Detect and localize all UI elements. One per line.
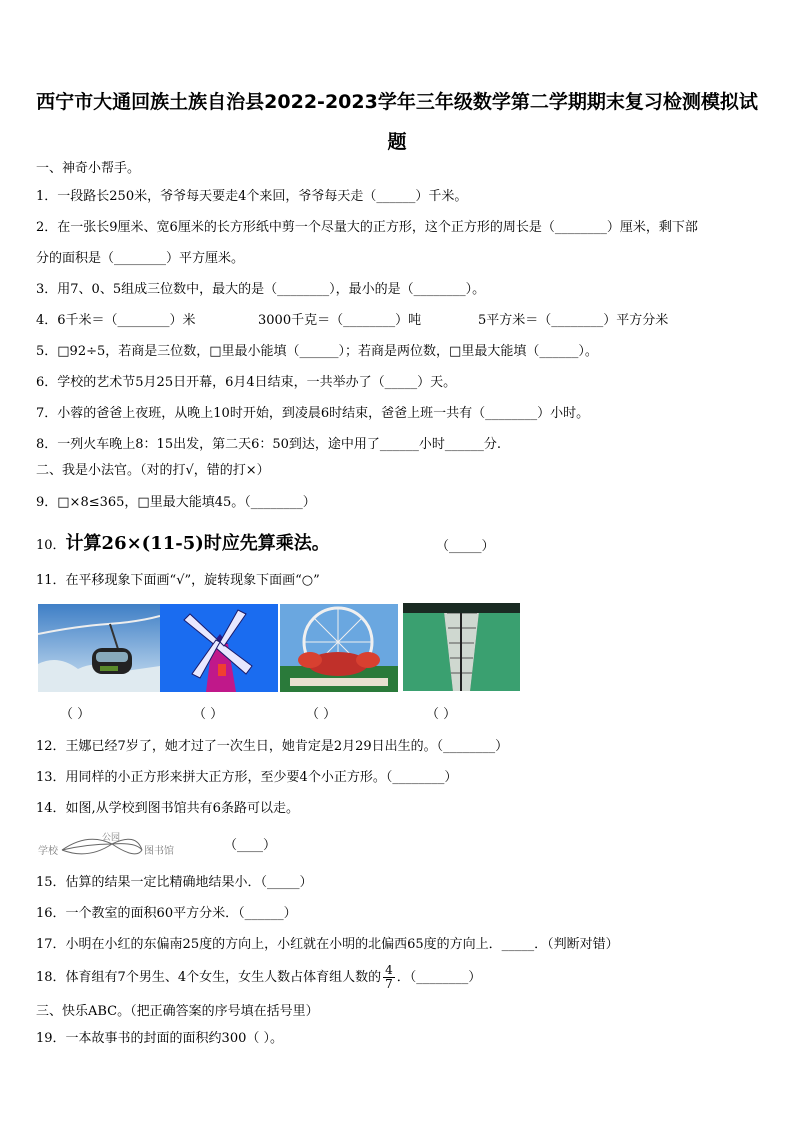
route-diagram [38,830,178,860]
answer-paren-4: （ ） [426,707,457,722]
question-7: 7．小蓉的爸爸上夜班，从晚上10时开始，到凌晨6时结束，爸爸上班一共有（________）小时。 [36,406,590,421]
question-10-number: 10． [36,538,66,553]
section-2-heading: 二、我是小法官。（对的打√，错的打×） [36,463,270,478]
question-2-line-2: 分的面积是（________）平方厘米。 [36,251,245,266]
question-14-blank: （____） [224,838,277,853]
question-12: 12．王娜已经7岁了，她才过了一次生日，她肯定是2月29日出生的。（________） [36,739,509,754]
fraction-numerator: 4 [385,963,393,977]
question-4-part-c: 5平方米＝（________）平方分米 [478,313,669,328]
question-18-blank: ．（________） [396,970,482,985]
answer-paren-3: （ ） [306,707,337,722]
fraction-denominator: 7 [385,977,393,991]
map-label-school: 学校 [38,846,58,857]
question-10-blank: （_____） [436,539,495,554]
question-14: 14．如图,从学校到图书馆共有6条路可以走。 [36,801,299,816]
question-4-part-a: 4．6千米＝（________）米 [36,313,196,328]
question-13: 13．用同样的小正方形来拼大正方形，至少要4个小正方形。（________） [36,770,458,785]
page-title-line-2: 题 [387,131,407,153]
question-6: 6．学校的艺术节5月25日开幕，6月4日结束，一共举办了（_____）天。 [36,375,457,390]
answer-paren-1: （ ） [60,707,91,722]
question-17: 17．小明在小红的东偏南25度的方向上，小红就在小明的北偏西65度的方向上．_____．（判断对错） [36,937,619,952]
page-title-line-1: 西宁市大通回族土族自治县2022-2023学年三年级数学第二学期期末复习检测模拟试 [36,91,758,113]
question-3: 3．用7、0、5组成三位数中，最大的是（________），最小的是（________）。 [36,282,486,297]
windmill-picture [160,604,278,692]
question-5: 5．□92÷5，若商是三位数，□里最小能填（______）；若商是两位数，□里最大能填（______）。 [36,344,598,359]
question-18-text: 18．体育组有7个男生、4个女生，女生人数占体育组人数的 [36,970,382,985]
cable-car-photo [38,604,160,692]
ferris-wheel-photo [280,604,398,692]
question-10-text: 计算26×(11-5)时应先算乘法。 [65,533,330,554]
question-9: 9．□×8≤365，□里最大能填45。（________） [36,495,316,510]
question-15: 15．估算的结果一定比精确地结果小．（_____） [36,875,313,890]
question-10 [36,535,330,555]
question-4-part-b: 3000千克＝（________）吨 [258,313,422,328]
question-18 [36,964,481,991]
question-16: 16．一个教室的面积60平方分米．（______） [36,906,297,921]
escalator-photo [403,603,520,691]
section-3-heading: 三、快乐ABC。（把正确答案的序号填在括号里） [36,1004,319,1019]
question-2-line-1: 2．在一张长9厘米、宽6厘米的长方形纸中剪一个尽量大的正方形，这个正方形的周长是（________）厘米，剩下部 [36,220,698,235]
question-1: 1．一段路长250米，爷爷每天要走4个来回，爷爷每天走（______）千米。 [36,189,468,204]
map-label-park: 公园 [102,833,121,843]
map-label-library: 图书馆 [144,846,174,857]
question-19: 19．一本故事书的封面的面积约300（ ）。 [36,1031,283,1046]
question-11: 11．在平移现象下面画“√”，旋转现象下面画“○” [36,573,320,588]
answer-paren-2: （ ） [193,707,224,722]
question-8: 8．一列火车晚上8：15出发，第二天6：50到达，途中用了______小时______分. [36,437,502,452]
fraction [383,964,395,991]
section-1-heading: 一、神奇小帮手。 [36,161,141,176]
